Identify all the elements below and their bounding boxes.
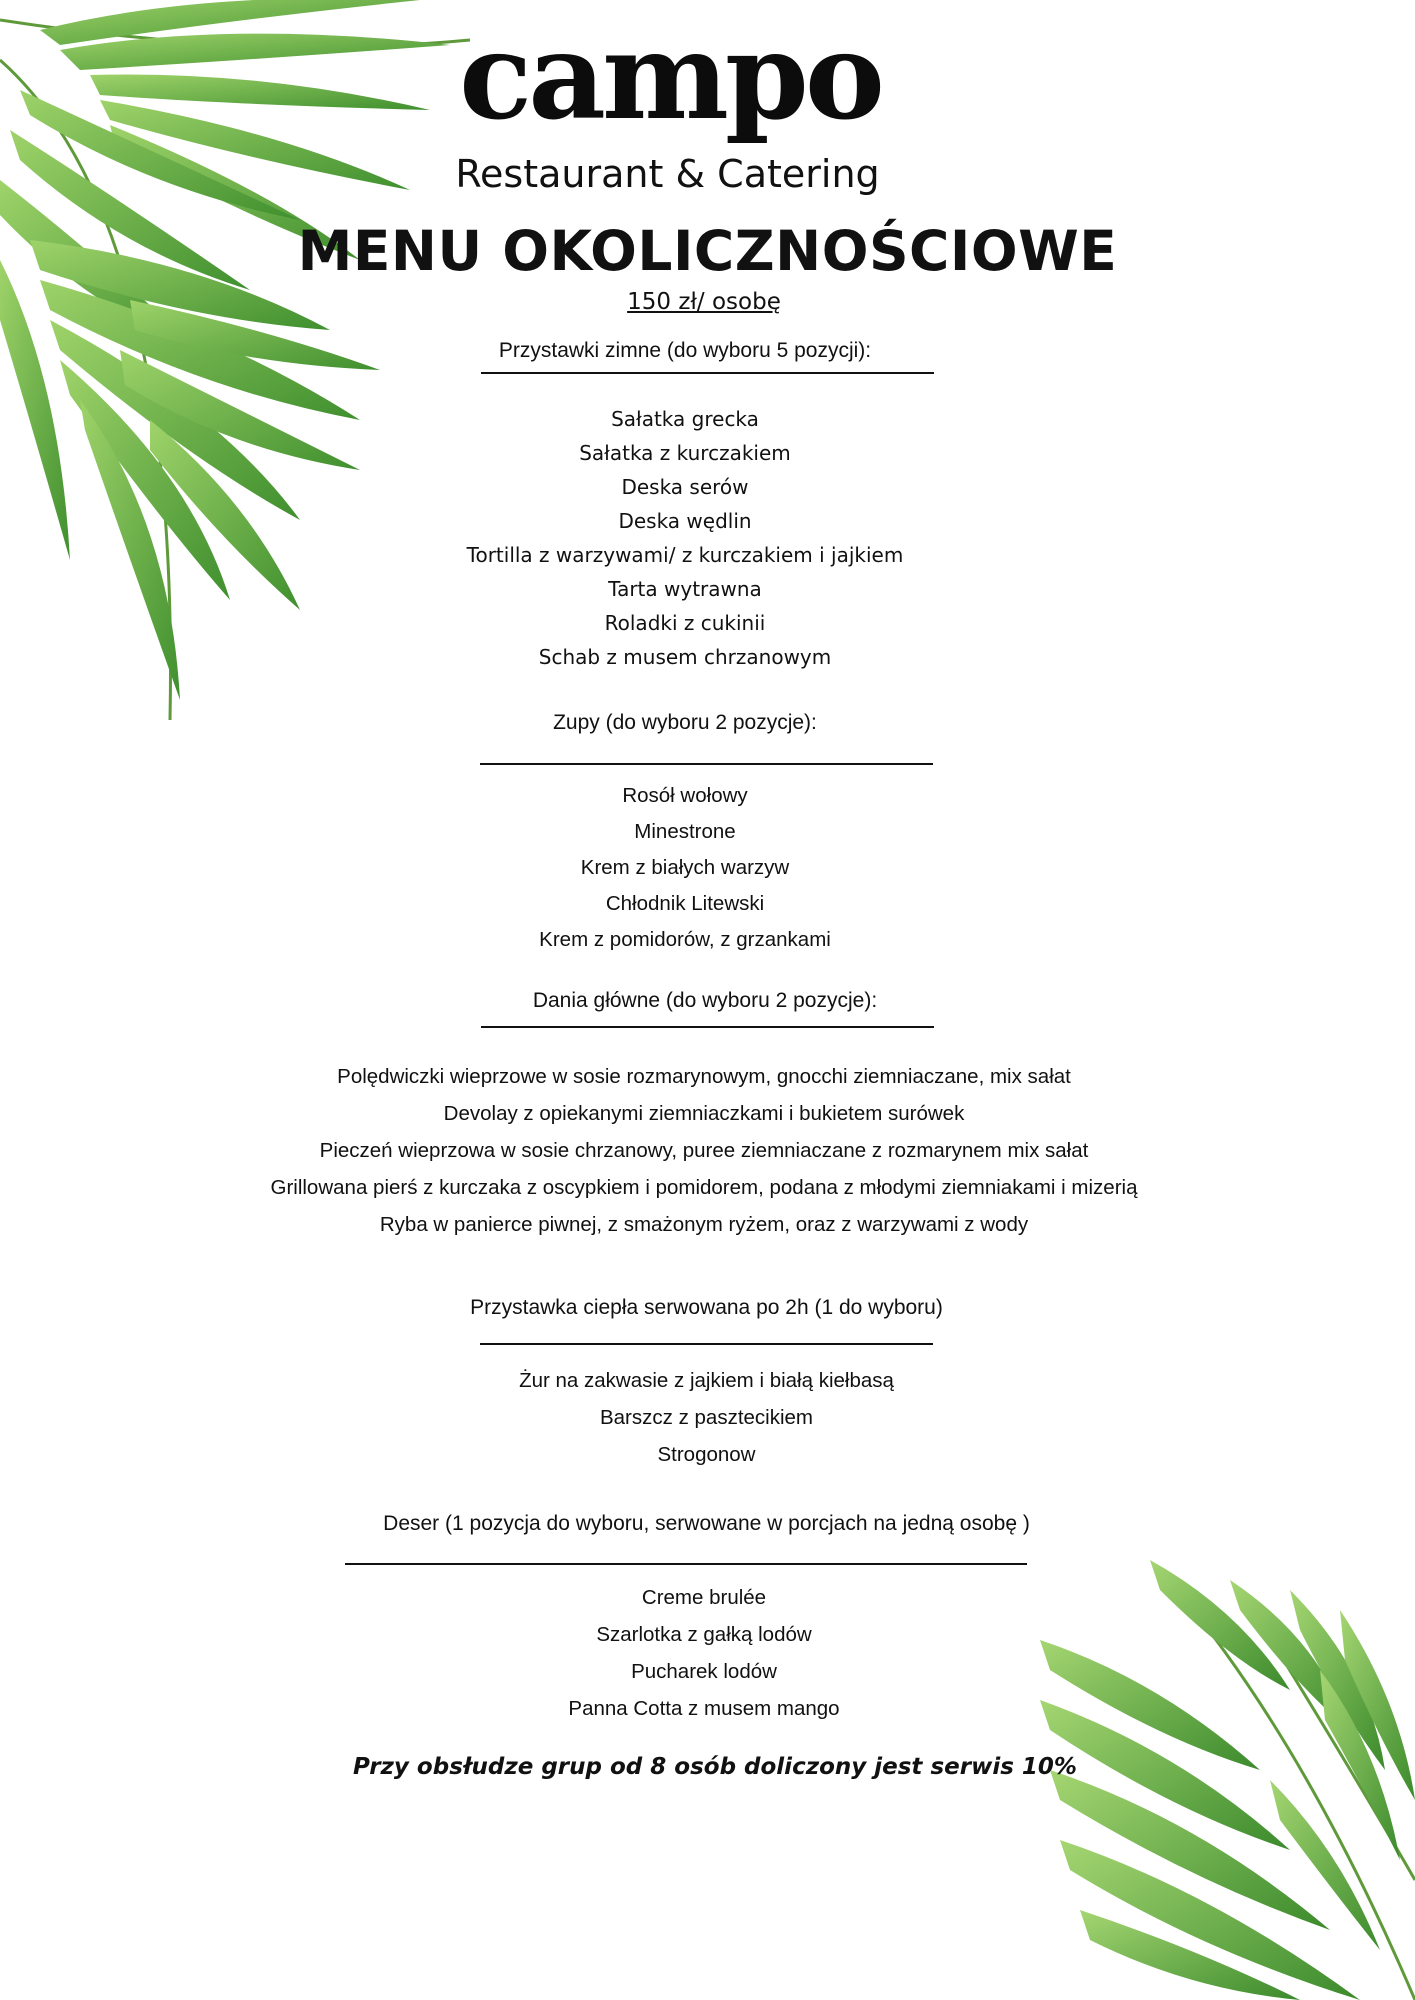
list-item: Panna Cotta z musem mango	[568, 1697, 840, 1720]
list-item: Polędwiczki wieprzowe w sosie rozmarynowym, gnocchi ziemniaczane, mix sałat	[337, 1065, 1071, 1088]
list-item: Szarlotka z gałką lodów	[596, 1623, 812, 1646]
section-divider	[481, 372, 934, 374]
section-divider	[480, 763, 933, 765]
list-item: Deska serów	[621, 475, 749, 499]
list-item: Minestrone	[634, 820, 736, 843]
mains-list	[0, 1058, 1408, 1243]
list-item: Sałatka z kurczakiem	[579, 441, 791, 465]
list-item: Devolay z opiekanymi ziemniaczkami i bukietem surówek	[443, 1102, 965, 1125]
list-item: Krem z białych warzyw	[580, 856, 790, 879]
list-item: Schab z musem chrzanowym	[538, 645, 832, 669]
section-heading-soups: Zupy (do wyboru 2 pozycje):	[553, 711, 817, 734]
list-item: Pucharek lodów	[631, 1660, 777, 1683]
list-item: Ryba w panierce piwnej, z smażonym ryżem, oraz z warzywami z wody	[379, 1213, 1029, 1236]
list-item: Rosół wołowy	[622, 784, 748, 807]
section-divider	[481, 1026, 934, 1028]
warm-starter-list	[0, 1362, 1413, 1473]
section-divider	[345, 1563, 1027, 1565]
list-item: Barszcz z pasztecikiem	[599, 1406, 814, 1429]
dessert-list	[0, 1579, 1408, 1727]
cold-starters-list	[0, 402, 1370, 674]
list-item: Tarta wytrawna	[608, 577, 762, 601]
section-divider	[480, 1343, 933, 1345]
list-item: Chłodnik Litewski	[605, 892, 765, 915]
menu-title: MENU OKOLICZNOŚCIOWE	[297, 219, 1118, 283]
list-item: Sałatka grecka	[611, 407, 759, 431]
list-item: Tortilla z warzywami/ z kurczakiem i jajkiem	[466, 543, 904, 567]
soups-list	[0, 778, 1370, 958]
section-heading-warm-starter: Przystawka ciepła serwowana po 2h (1 do wyboru)	[470, 1296, 943, 1319]
section-heading-cold-starters: Przystawki zimne (do wyboru 5 pozycji):	[498, 339, 872, 362]
service-charge-note: Przy obsłudze grup od 8 osób doliczony jest serwis 10%	[353, 1754, 1077, 1780]
list-item: Strogonow	[657, 1443, 756, 1466]
list-item: Deska wędlin	[618, 509, 752, 533]
list-item: Roladki z cukinii	[604, 611, 766, 635]
list-item: Żur na zakwasie z jajkiem i białą kiełbasą	[519, 1369, 894, 1392]
list-item: Creme brulée	[641, 1586, 767, 1609]
list-item: Grillowana pierś z kurczaka z oscypkiem i pomidorem, podana z młodymi ziemniakami i mizerią	[270, 1176, 1138, 1199]
menu-price: 150 zł/ osobę	[627, 289, 781, 315]
brand-tagline: Restaurant & Catering	[455, 152, 880, 196]
brand-logo: campo	[459, 6, 881, 147]
section-heading-mains: Dania główne (do wyboru 2 pozycje):	[532, 989, 878, 1012]
list-item: Krem z pomidorów, z grzankami	[539, 928, 831, 951]
section-heading-dessert: Deser (1 pozycja do wyboru, serwowane w porcjach na jedną osobę )	[383, 1512, 1030, 1535]
list-item: Pieczeń wieprzowa w sosie chrzanowy, puree ziemniaczane z rozmarynem mix sałat	[319, 1139, 1089, 1162]
